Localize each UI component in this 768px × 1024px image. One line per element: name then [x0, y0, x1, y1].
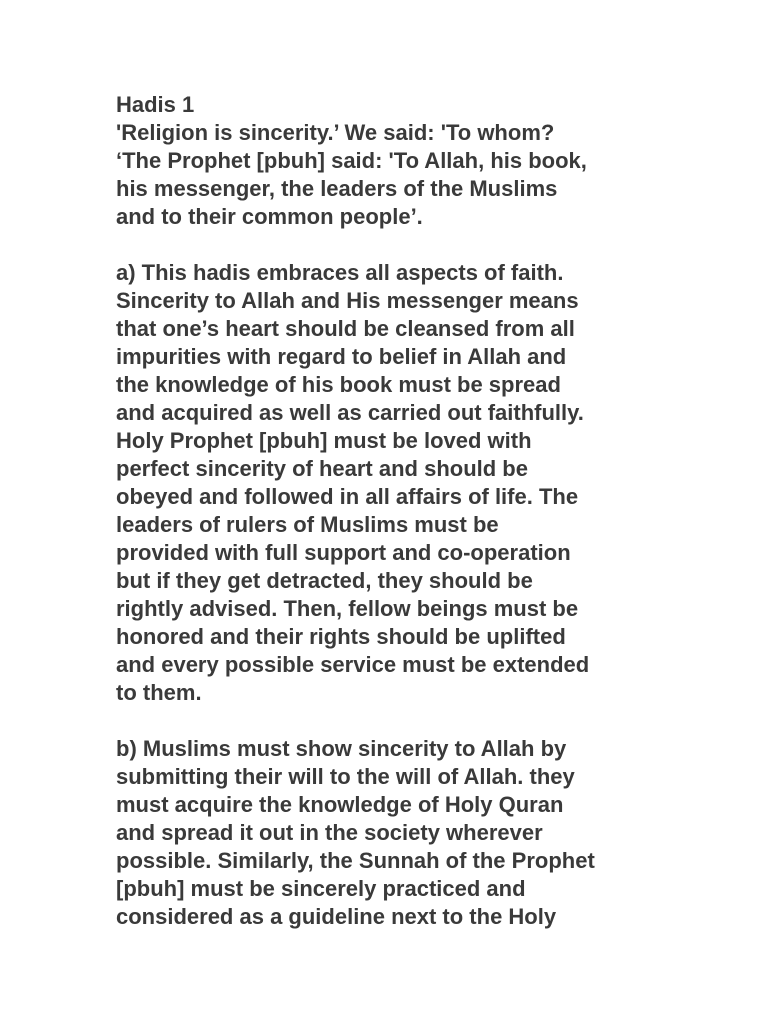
- paragraph-a-line: honored and their rights should be uplifted: [116, 624, 566, 649]
- paragraph-a-line: to them.: [116, 680, 202, 705]
- paragraph-b-line: possible. Similarly, the Sunnah of the Prophet: [116, 848, 595, 873]
- paragraph-a: [116, 259, 661, 707]
- paragraph-b-line: submitting their will to the will of Allah. they: [116, 764, 575, 789]
- paragraph-a-line: Holy Prophet [pbuh] must be loved with: [116, 428, 532, 453]
- quote-line: 'Religion is sincerity.’ We said: 'To whom?: [116, 120, 555, 145]
- paragraph-b-line: [pbuh] must be sincerely practiced and: [116, 876, 526, 901]
- paragraph-b: [116, 735, 661, 931]
- paragraph-a-line: obeyed and followed in all affairs of life. The: [116, 484, 579, 509]
- paragraph-a-line: a) This hadis embraces all aspects of faith.: [116, 260, 564, 285]
- paragraph-a-line: and every possible service must be extended: [116, 652, 590, 677]
- paragraph-a-line: leaders of rulers of Muslims must be: [116, 512, 499, 537]
- paragraph-b-line: b) Muslims must show sincerity to Allah by: [116, 736, 567, 761]
- quote-line: ‘The Prophet [pbuh] said: 'To Allah, his book,: [116, 148, 587, 173]
- paragraph-a-line: and acquired as well as carried out faithfully.: [116, 400, 584, 425]
- quote-line: and to their common people’.: [116, 204, 423, 229]
- paragraph-b-line: must acquire the knowledge of Holy Quran: [116, 792, 564, 817]
- paragraph-a-line: Sincerity to Allah and His messenger means: [116, 288, 579, 313]
- paragraph-a-line: rightly advised. Then, fellow beings must be: [116, 596, 579, 621]
- paragraph-b-line: and spread it out in the society wherever: [116, 820, 543, 845]
- hadith-quote: [116, 119, 661, 231]
- paragraph-a-line: impurities with regard to belief in Allah and: [116, 344, 567, 369]
- document-title: Hadis 1: [116, 92, 195, 117]
- paragraph-a-line: but if they get detracted, they should be: [116, 568, 533, 593]
- quote-line: his messenger, the leaders of the Muslims: [116, 176, 558, 201]
- paragraph-a-line: that one’s heart should be cleansed from all: [116, 316, 575, 341]
- paragraph-a-line: the knowledge of his book must be spread: [116, 372, 561, 397]
- paragraph-a-line: perfect sincerity of heart and should be: [116, 456, 528, 481]
- paragraph-a-line: provided with full support and co-operation: [116, 540, 571, 565]
- document-body: [116, 91, 661, 959]
- paragraph-b-line: considered as a guideline next to the Holy: [116, 904, 557, 929]
